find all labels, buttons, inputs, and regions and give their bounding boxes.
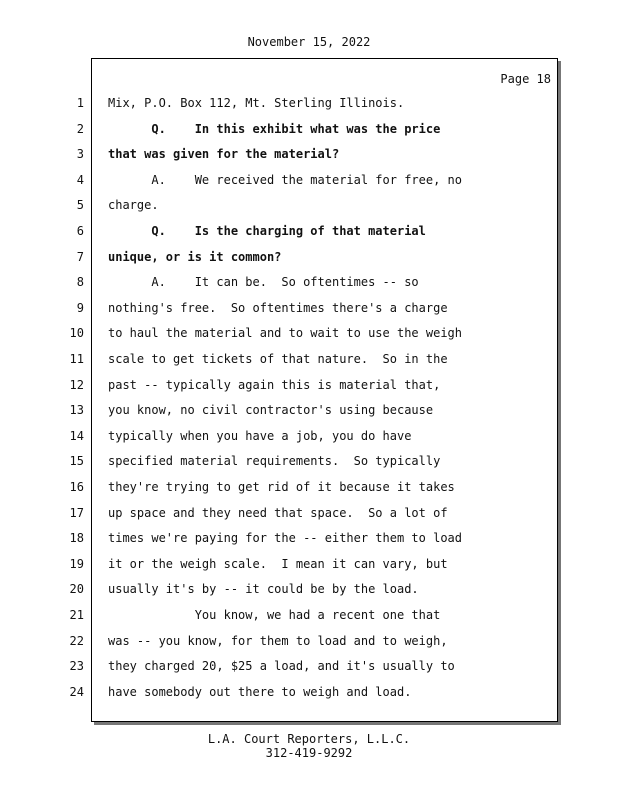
footer <box>0 732 618 760</box>
transcript-line: was -- you know, for them to load and to weigh, <box>108 633 448 648</box>
transcript-line: it or the weigh scale. I mean it can vary, but <box>108 556 448 571</box>
transcript-line: A. We received the material for free, no <box>108 172 463 187</box>
transcript-line: have somebody out there to weigh and load. <box>108 684 412 699</box>
line-number: 3 <box>76 147 84 162</box>
transcript-line: Q. Is the charging of that material <box>108 224 426 238</box>
header-date: November 15, 2022 <box>247 35 371 49</box>
transcript-line: past -- typically again this is material that, <box>108 377 441 392</box>
line-number: 11 <box>69 352 84 366</box>
transcript-line: Mix, P.O. Box 112, Mt. Sterling Illinois. <box>108 96 405 110</box>
transcript-line: unique, or is it common? <box>108 249 282 264</box>
line-number: 17 <box>69 505 84 520</box>
transcript-line: they charged 20, $25 a load, and it's usually to <box>108 659 455 674</box>
transcript-line: nothing's free. So oftentimes there's a charge <box>108 300 448 315</box>
line-number: 15 <box>69 454 84 469</box>
line-number: 9 <box>76 300 84 315</box>
transcript-line: charge. <box>108 198 159 213</box>
line-number: 4 <box>76 172 84 187</box>
transcript-line: you know, no civil contractor's using because <box>108 403 434 418</box>
line-number: 6 <box>76 224 84 238</box>
line-number: 1 <box>76 96 84 110</box>
line-number: 22 <box>69 633 84 648</box>
line-number: 24 <box>69 684 84 699</box>
footer-company: L.A. Court Reporters, L.L.C. <box>207 732 411 746</box>
transcript-line: Q. In this exhibit what was the price <box>108 121 441 136</box>
line-number: 18 <box>69 531 84 546</box>
transcript-line: times we're paying for the -- either them to load <box>108 531 463 546</box>
transcript-line: that was given for the material? <box>108 147 340 162</box>
line-number: 5 <box>76 198 84 213</box>
transcript-line: they're trying to get rid of it because it takes <box>108 480 455 494</box>
transcript-line: scale to get tickets of that nature. So in the <box>108 352 448 366</box>
line-number: 20 <box>69 582 84 597</box>
line-number: 14 <box>69 428 84 443</box>
transcript-line: specified material requirements. So typically <box>108 454 441 469</box>
line-number: 21 <box>69 608 84 622</box>
line-number: 2 <box>76 121 84 136</box>
line-number: 19 <box>69 556 84 571</box>
transcript-line: A. It can be. So oftentimes -- so <box>108 275 419 290</box>
line-number: 10 <box>69 326 84 341</box>
line-number: 23 <box>69 659 84 674</box>
line-number: 16 <box>69 480 84 494</box>
transcript-line: You know, we had a recent one that <box>108 608 441 622</box>
transcript-line: to haul the material and to wait to use the weigh <box>108 326 463 341</box>
transcript-line: up space and they need that space. So a lot of <box>108 505 448 520</box>
line-number: 13 <box>69 403 84 418</box>
transcript-line: usually it's by -- it could be by the load. <box>108 582 419 597</box>
page-number: Page 18 <box>500 72 551 86</box>
line-number: 12 <box>69 377 84 392</box>
line-number: 8 <box>76 275 84 290</box>
line-number: 7 <box>76 249 84 264</box>
transcript-line: typically when you have a job, you do have <box>108 428 412 443</box>
footer-phone: 312-419-9292 <box>265 746 353 760</box>
